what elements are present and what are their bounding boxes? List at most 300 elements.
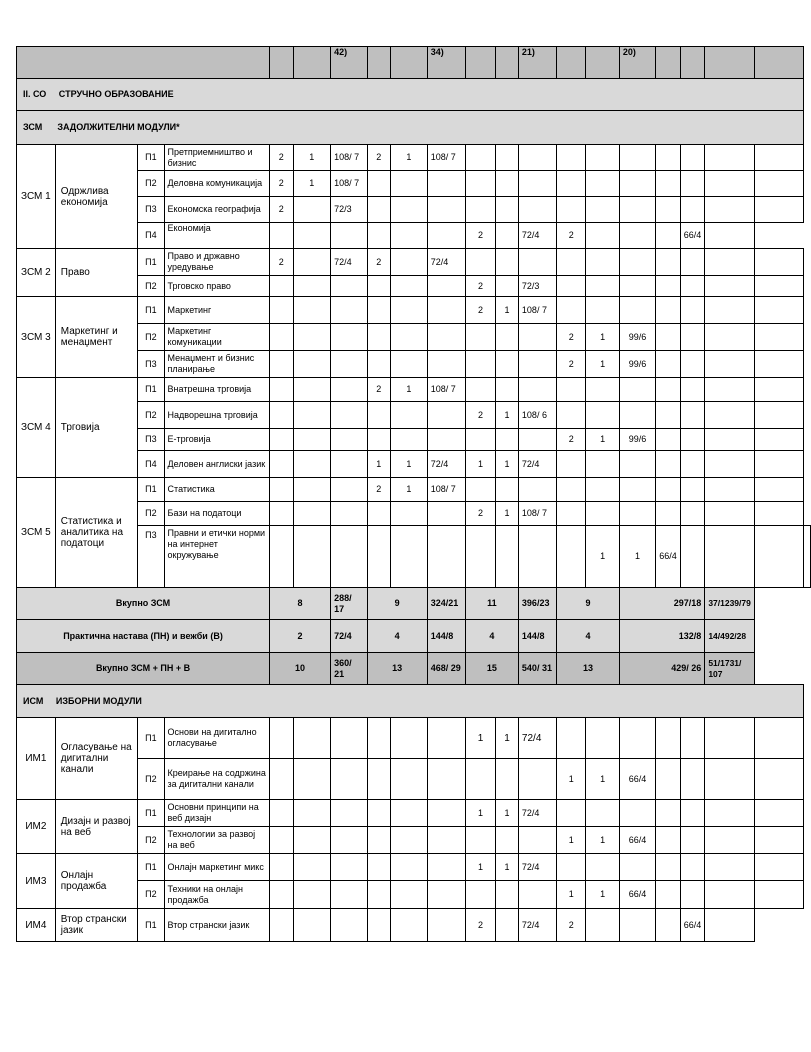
empty-cell — [705, 502, 755, 526]
empty-cell — [331, 881, 367, 909]
table-cell: 4 — [367, 620, 427, 653]
hours-cell: 108/ 7 — [518, 502, 556, 526]
empty-cell — [656, 197, 681, 223]
hours-cell: 66/4 — [619, 759, 655, 800]
empty-cell — [496, 276, 519, 297]
empty-cell — [465, 171, 495, 197]
table-cell: 1 — [367, 451, 391, 478]
empty-cell — [465, 429, 495, 451]
empty-cell — [619, 249, 655, 276]
empty-cell — [656, 276, 681, 297]
empty-cell — [754, 197, 803, 223]
empty-cell — [754, 854, 803, 881]
empty-cell — [680, 276, 705, 297]
table-cell: 2 — [557, 351, 586, 378]
subject-name: Е-трговија — [164, 429, 269, 451]
empty-cell — [391, 759, 428, 800]
empty-cell — [518, 197, 556, 223]
empty-cell — [680, 502, 705, 526]
section-code: II. СО — [23, 89, 47, 99]
empty-cell — [754, 881, 803, 909]
empty-cell — [680, 759, 705, 800]
empty-cell — [367, 429, 391, 451]
empty-cell — [293, 800, 331, 827]
header-cell: 42) — [331, 47, 367, 79]
empty-cell — [705, 197, 755, 223]
empty-cell — [367, 351, 391, 378]
table-cell: 1 — [391, 378, 428, 402]
elective-code: ИМ1 — [17, 718, 56, 800]
table-cell: 2 — [465, 402, 495, 429]
table-cell: 468/ 29 — [427, 653, 465, 685]
empty-cell — [619, 854, 655, 881]
empty-cell — [656, 854, 681, 881]
empty-cell — [367, 759, 391, 800]
empty-cell — [367, 297, 391, 324]
part-code: П1 — [138, 478, 164, 502]
empty-cell — [465, 827, 495, 854]
empty-cell — [586, 223, 619, 249]
empty-cell — [754, 800, 803, 827]
empty-cell — [465, 881, 495, 909]
module-name: Одржлива економија — [55, 145, 137, 249]
empty-cell — [496, 827, 519, 854]
part-code: П2 — [138, 827, 164, 854]
table-cell: 144/8 — [427, 620, 465, 653]
empty-cell — [367, 881, 391, 909]
table-cell: 2 — [557, 223, 586, 249]
empty-cell — [293, 429, 331, 451]
subject-name: Економија — [164, 223, 269, 249]
empty-cell — [586, 718, 619, 759]
subject-name: Статистика — [164, 478, 269, 502]
empty-cell — [754, 451, 803, 478]
empty-cell — [270, 351, 294, 378]
empty-cell — [465, 197, 495, 223]
table-cell: 1 — [619, 526, 655, 588]
table-cell: 1 — [391, 478, 428, 502]
empty-cell — [270, 297, 294, 324]
empty-cell — [705, 478, 755, 502]
table-cell: 396/23 — [518, 588, 556, 620]
empty-cell — [586, 502, 619, 526]
empty-cell — [619, 297, 655, 324]
module-code: ЗСМ 5 — [17, 478, 56, 588]
module-code: ЗСМ 4 — [17, 378, 56, 478]
table-cell: 1 — [586, 324, 619, 351]
empty-cell — [619, 276, 655, 297]
table-cell: 1 — [557, 827, 586, 854]
empty-cell — [557, 478, 586, 502]
empty-cell — [680, 145, 705, 171]
empty-cell — [619, 909, 655, 942]
empty-cell — [680, 718, 705, 759]
empty-cell — [705, 800, 755, 827]
table-row — [17, 909, 811, 942]
hours-cell: 108/ 7 — [427, 145, 465, 171]
empty-cell — [680, 351, 705, 378]
table-cell: 1 — [391, 145, 428, 171]
hours-cell: 72/4 — [331, 249, 367, 276]
subject-name: Менаџмент и бизнис планирање — [164, 351, 269, 378]
empty-cell — [270, 223, 294, 249]
part-code: П3 — [138, 526, 164, 588]
empty-cell — [427, 759, 465, 800]
table-cell: 72/4 — [331, 620, 367, 653]
empty-cell — [619, 171, 655, 197]
hours-cell: 72/4 — [427, 249, 465, 276]
table-row — [17, 718, 811, 759]
empty-cell — [427, 526, 465, 588]
empty-cell — [391, 276, 428, 297]
empty-cell — [391, 324, 428, 351]
subject-name: Трговско право — [164, 276, 269, 297]
empty-cell — [705, 47, 755, 79]
empty-cell — [656, 378, 681, 402]
hours-cell: 72/3 — [331, 197, 367, 223]
empty-cell — [656, 502, 681, 526]
empty-cell — [293, 526, 331, 588]
empty-cell — [391, 909, 428, 942]
table-cell: 8 — [270, 588, 331, 620]
part-code: П2 — [138, 276, 164, 297]
hours-cell: 72/4 — [518, 718, 556, 759]
elective-title: ИЗБОРНИ МОДУЛИ — [55, 695, 142, 706]
table-cell: 2 — [465, 276, 495, 297]
empty-cell — [427, 429, 465, 451]
empty-cell — [518, 249, 556, 276]
empty-cell — [754, 526, 803, 588]
empty-cell — [680, 47, 705, 79]
empty-cell — [293, 759, 331, 800]
empty-cell — [619, 451, 655, 478]
hours-cell: 72/4 — [518, 909, 556, 942]
empty-cell — [427, 324, 465, 351]
empty-cell — [331, 378, 367, 402]
empty-cell — [586, 800, 619, 827]
subject-name: Втор странски јазик — [164, 909, 269, 942]
empty-cell — [331, 297, 367, 324]
empty-cell — [705, 402, 755, 429]
empty-cell — [586, 451, 619, 478]
empty-cell — [804, 526, 811, 588]
empty-cell — [427, 297, 465, 324]
empty-cell — [656, 881, 681, 909]
empty-cell — [619, 478, 655, 502]
empty-cell — [331, 324, 367, 351]
hours-cell: 108/ 7 — [427, 478, 465, 502]
table-cell: 2 — [270, 249, 294, 276]
empty-cell — [391, 429, 428, 451]
subject-name: Онлајн маркетинг микс — [164, 854, 269, 881]
empty-cell — [367, 502, 391, 526]
header-row — [17, 47, 811, 79]
empty-cell — [496, 759, 519, 800]
empty-cell — [557, 800, 586, 827]
empty-cell — [270, 827, 294, 854]
empty-cell — [293, 351, 331, 378]
header-cell: 21) — [518, 47, 556, 79]
total-zsm-row — [17, 588, 811, 620]
empty-cell — [656, 223, 681, 249]
table-cell: 1 — [586, 827, 619, 854]
mandatory-modules-row — [17, 111, 811, 145]
empty-cell — [518, 171, 556, 197]
empty-cell — [391, 351, 428, 378]
empty-cell — [557, 197, 586, 223]
empty-cell — [557, 718, 586, 759]
elective-name: Онлајн продажба — [55, 854, 137, 909]
empty-cell — [293, 502, 331, 526]
empty-cell — [367, 827, 391, 854]
empty-cell — [331, 276, 367, 297]
empty-cell — [754, 171, 803, 197]
table-cell: 2 — [465, 502, 495, 526]
empty-cell — [465, 249, 495, 276]
part-code: П2 — [138, 881, 164, 909]
subject-name: Правни и етички норми на интернет окружување — [164, 526, 269, 588]
empty-cell — [17, 685, 804, 718]
hours-cell: 99/6 — [619, 324, 655, 351]
empty-cell — [705, 759, 755, 800]
hours-cell: 99/6 — [619, 429, 655, 451]
empty-cell — [518, 759, 556, 800]
empty-cell — [656, 171, 681, 197]
empty-cell — [557, 854, 586, 881]
empty-cell — [557, 297, 586, 324]
hours-cell: 72/4 — [518, 800, 556, 827]
table-cell: 2 — [557, 324, 586, 351]
empty-cell — [427, 718, 465, 759]
module-code — [17, 145, 56, 249]
empty-cell — [427, 827, 465, 854]
empty-cell — [680, 478, 705, 502]
header-cell: 34) — [427, 47, 465, 79]
empty-cell — [754, 249, 803, 276]
part-code: П3 — [138, 429, 164, 451]
table-cell: 1 — [586, 526, 619, 588]
empty-cell — [518, 378, 556, 402]
practical-label: Практична настава (ПН) и вежби (В) — [17, 620, 270, 653]
part-code: П1 — [138, 718, 164, 759]
empty-cell — [427, 502, 465, 526]
table-cell: 144/8 — [518, 620, 556, 653]
table-cell: 2 — [270, 620, 331, 653]
empty-cell — [557, 451, 586, 478]
empty-cell — [496, 526, 519, 588]
empty-cell — [367, 800, 391, 827]
elective-name: Огласување на дигитални канали — [55, 718, 137, 800]
empty-cell — [557, 171, 586, 197]
part-code: П2 — [138, 402, 164, 429]
empty-cell — [754, 324, 803, 351]
subject-name: Техники на онлајн продажба — [164, 881, 269, 909]
table-cell: 1 — [496, 854, 519, 881]
empty-cell — [680, 881, 705, 909]
empty-cell — [270, 402, 294, 429]
subject-name: Право и државно уредување — [164, 249, 269, 276]
header-cell: 20) — [619, 47, 655, 79]
empty-cell — [586, 145, 619, 171]
subject-name: Маркетинг — [164, 297, 269, 324]
empty-cell — [391, 854, 428, 881]
table-cell: 1 — [465, 451, 495, 478]
empty-cell — [586, 171, 619, 197]
empty-cell — [656, 759, 681, 800]
empty-cell — [754, 429, 803, 451]
empty-cell — [293, 378, 331, 402]
empty-cell — [427, 197, 465, 223]
table-cell: 360/ 21 — [331, 653, 367, 685]
empty-cell — [754, 402, 803, 429]
empty-cell — [293, 276, 331, 297]
empty-cell — [293, 451, 331, 478]
empty-cell — [557, 378, 586, 402]
empty-cell — [427, 881, 465, 909]
empty-cell — [705, 451, 755, 478]
table-cell: 1 — [586, 351, 619, 378]
empty-cell — [427, 402, 465, 429]
empty-cell — [391, 827, 428, 854]
elective-code: ИМ4 — [17, 909, 56, 942]
empty-cell — [619, 197, 655, 223]
empty-cell — [586, 249, 619, 276]
table-row — [17, 249, 811, 276]
table-row — [17, 378, 811, 402]
table-cell: 324/21 — [427, 588, 465, 620]
part-code: П1 — [138, 145, 164, 171]
empty-cell — [331, 478, 367, 502]
table-row — [17, 478, 811, 502]
empty-cell — [518, 881, 556, 909]
subject-name: Внатрешна трговија — [164, 378, 269, 402]
table-cell: 429/ 26 — [619, 653, 705, 685]
empty-cell — [680, 297, 705, 324]
empty-cell — [680, 324, 705, 351]
empty-cell — [705, 718, 755, 759]
empty-cell — [680, 827, 705, 854]
total-label: Вкупно ЗСМ — [17, 588, 270, 620]
table-cell: 2 — [465, 223, 495, 249]
table-cell: 297/18 — [619, 588, 705, 620]
empty-cell — [754, 718, 803, 759]
empty-cell — [586, 276, 619, 297]
empty-cell — [367, 718, 391, 759]
empty-cell — [293, 223, 331, 249]
empty-cell — [391, 197, 428, 223]
empty-cell — [656, 478, 681, 502]
subject-name: Претприемништво и бизнис — [164, 145, 269, 171]
empty-cell — [705, 854, 755, 881]
part-code: П1 — [138, 800, 164, 827]
part-code: П2 — [138, 759, 164, 800]
empty-cell — [293, 249, 331, 276]
empty-cell — [496, 881, 519, 909]
empty-cell — [619, 145, 655, 171]
empty-cell — [391, 47, 428, 79]
curriculum-table — [16, 46, 811, 942]
subject-name: Основи на дигитално огласување — [164, 718, 269, 759]
empty-cell — [680, 451, 705, 478]
table-cell: 2 — [270, 145, 294, 171]
table-cell: 2 — [367, 249, 391, 276]
empty-cell — [586, 854, 619, 881]
table-row — [17, 854, 811, 881]
empty-cell — [656, 718, 681, 759]
module-name: Трговија — [55, 378, 137, 478]
empty-cell — [496, 324, 519, 351]
empty-cell — [427, 909, 465, 942]
empty-cell — [680, 429, 705, 451]
empty-cell — [557, 276, 586, 297]
empty-cell — [331, 759, 367, 800]
empty-cell — [391, 402, 428, 429]
empty-cell — [496, 197, 519, 223]
empty-cell — [270, 429, 294, 451]
empty-cell — [270, 718, 294, 759]
table-cell: 1 — [465, 854, 495, 881]
mandatory-title: ЗАДОЛЖИТЕЛНИ МОДУЛИ* — [57, 122, 180, 132]
empty-cell — [656, 429, 681, 451]
practical-row — [17, 620, 811, 653]
empty-cell — [391, 718, 428, 759]
empty-cell — [367, 171, 391, 197]
empty-cell — [496, 249, 519, 276]
empty-cell — [705, 145, 755, 171]
grand-total-row — [17, 653, 811, 685]
empty-cell — [656, 402, 681, 429]
subject-name: Технологии за развој на веб — [164, 827, 269, 854]
table-cell: 288/ 17 — [331, 588, 367, 620]
table-cell: 1 — [496, 297, 519, 324]
table-cell: 9 — [367, 588, 427, 620]
empty-cell — [705, 909, 755, 942]
table-cell: 1 — [586, 429, 619, 451]
empty-cell — [619, 800, 655, 827]
empty-cell — [293, 197, 331, 223]
table-cell: 1 — [465, 718, 495, 759]
empty-cell — [754, 478, 803, 502]
hours-cell: 66/4 — [619, 827, 655, 854]
empty-cell — [465, 478, 495, 502]
empty-cell — [496, 351, 519, 378]
part-code: П1 — [138, 249, 164, 276]
hours-cell: 108/ 7 — [518, 297, 556, 324]
empty-cell — [270, 502, 294, 526]
empty-cell — [427, 223, 465, 249]
table-cell: 1 — [496, 502, 519, 526]
part-code: П4 — [138, 451, 164, 478]
empty-cell — [465, 145, 495, 171]
empty-cell — [391, 223, 428, 249]
table-cell: 15 — [465, 653, 518, 685]
empty-cell — [619, 718, 655, 759]
empty-cell — [619, 402, 655, 429]
empty-cell — [705, 171, 755, 197]
elective-code: ИСМ — [23, 695, 44, 706]
subject-name: Деловна комуникација — [164, 171, 269, 197]
table-cell: 1 — [496, 800, 519, 827]
module-name: Право — [55, 249, 137, 297]
table-cell: 1 — [557, 759, 586, 800]
empty-cell — [331, 800, 367, 827]
empty-cell — [656, 909, 681, 942]
empty-cell — [367, 526, 391, 588]
empty-cell — [270, 324, 294, 351]
part-code: П1 — [138, 297, 164, 324]
empty-cell — [754, 502, 803, 526]
table-cell: 2 — [557, 909, 586, 942]
